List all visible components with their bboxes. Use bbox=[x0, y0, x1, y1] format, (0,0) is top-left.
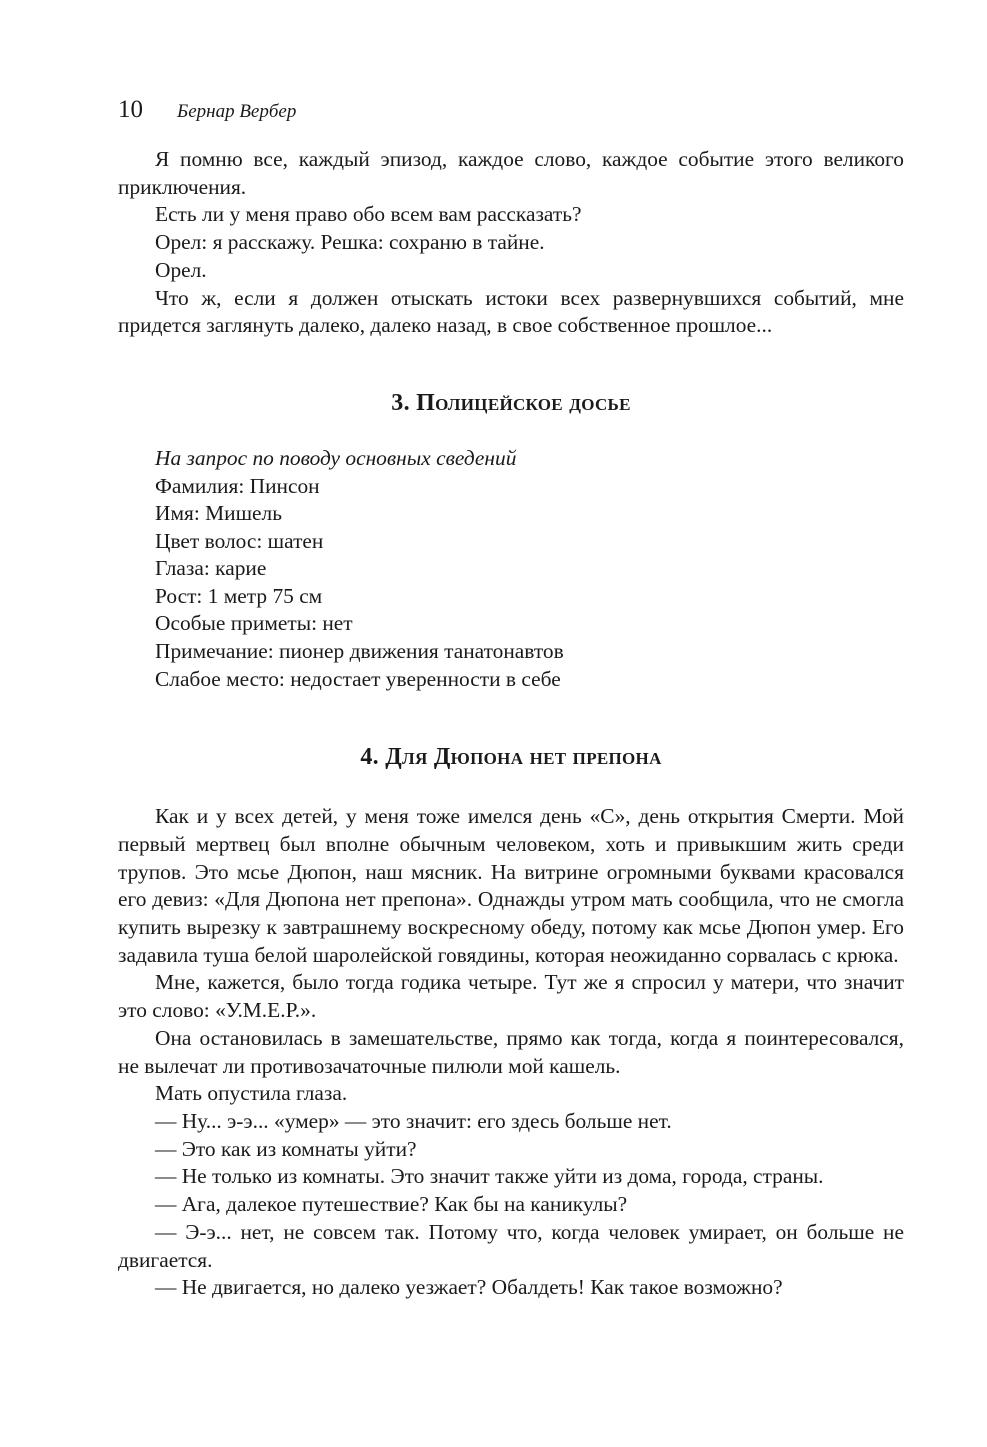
paragraph: Как и у всех детей, у меня тоже имелся день «С», день открытия Смерти. Мой первый мертвец был вполне обычным человеком, хоть и привыкшим жить среди трупов. Это мсье Дюпон, наш мясник. На витрине огромными буквами красовался его девиз: «Для Дюпона нет препона». Однажды утром мать сообщила, что не смогла купить вырезку к завтрашнему воскресному обеду, потому как мсье Дюпон умер. Его задавила туша белой шаролейской говядины, которая неожиданно сорвалась с крюка. bbox=[118, 804, 904, 967]
paragraph: Орел: я расскажу. Решка: сохраню в тайне. bbox=[155, 230, 545, 255]
book-page bbox=[118, 96, 904, 1302]
running-head-author: Бернар Вербер bbox=[177, 101, 297, 122]
dossier-field: Особые приметы: нет bbox=[155, 611, 353, 636]
paragraph: Я помню все, каждый эпизод, каждое слово, каждое событие этого великого приключения. bbox=[118, 147, 904, 199]
paragraph: Мать опустила глаза. bbox=[155, 1081, 348, 1106]
chapter-title-3: 3. Полицейское досье bbox=[391, 389, 631, 416]
dossier-field: Фамилия: Пинсон bbox=[155, 473, 320, 498]
paragraph: Что ж, если я должен отыскать истоки всех развернувшихся событий, мне придется заглянуть далеко, далеко назад, в свое собственное прошлое... bbox=[118, 285, 904, 338]
paragraph: Она остановилась в замешательстве, прямо как тогда, когда я поинтересовался, не вылечат ли противозачаточные пилюли мой кашель. bbox=[118, 1025, 904, 1078]
intro-section bbox=[118, 146, 904, 340]
dossier-field: Рост: 1 метр 75 см bbox=[155, 583, 323, 608]
dossier-field: Цвет волос: шатен bbox=[155, 528, 324, 553]
dialogue-line: — Ага, далекое путешествие? Как бы на каникулы? bbox=[155, 1192, 628, 1217]
dialogue-line: — Это как из комнаты уйти? bbox=[155, 1136, 417, 1161]
dossier-field: Глаза: карие bbox=[155, 556, 267, 581]
running-head bbox=[118, 96, 904, 130]
dossier-lead: На запрос по поводу основных сведений bbox=[155, 445, 517, 470]
page-number: 10 bbox=[118, 96, 143, 123]
dossier-field: Имя: Мишель bbox=[155, 501, 282, 526]
chapter-4-text bbox=[118, 803, 904, 1302]
paragraph: Орел. bbox=[155, 257, 207, 282]
dossier-field: Слабое место: недостает уверенности в себе bbox=[155, 666, 561, 691]
dossier-field: Примечание: пионер движения танатонавтов bbox=[155, 639, 564, 664]
paragraph: Мне, кажется, было тогда годика четыре. Тут же я спросил у матери, что значит это слово: «У.М.Е.Р.». bbox=[118, 970, 904, 1023]
dialogue-line: — Не двигается, но далеко уезжает? Обалдеть! Как такое возможно? bbox=[155, 1275, 783, 1300]
dialogue-line: — Э-э... нет, не совсем так. Потому что, когда человек умирает, он больше не двигается. bbox=[118, 1219, 904, 1272]
police-dossier bbox=[118, 445, 904, 693]
paragraph: Есть ли у меня право обо всем вам рассказать? bbox=[155, 202, 582, 227]
chapter-title-4: 4. Для Дюпона нет препона bbox=[360, 744, 662, 771]
dialogue-line: — Не только из комнаты. Это значит также уйти из дома, города, страны. bbox=[155, 1164, 824, 1189]
dialogue-line: — Ну... э-э... «умер» — это значит: его здесь больше нет. bbox=[155, 1109, 672, 1133]
